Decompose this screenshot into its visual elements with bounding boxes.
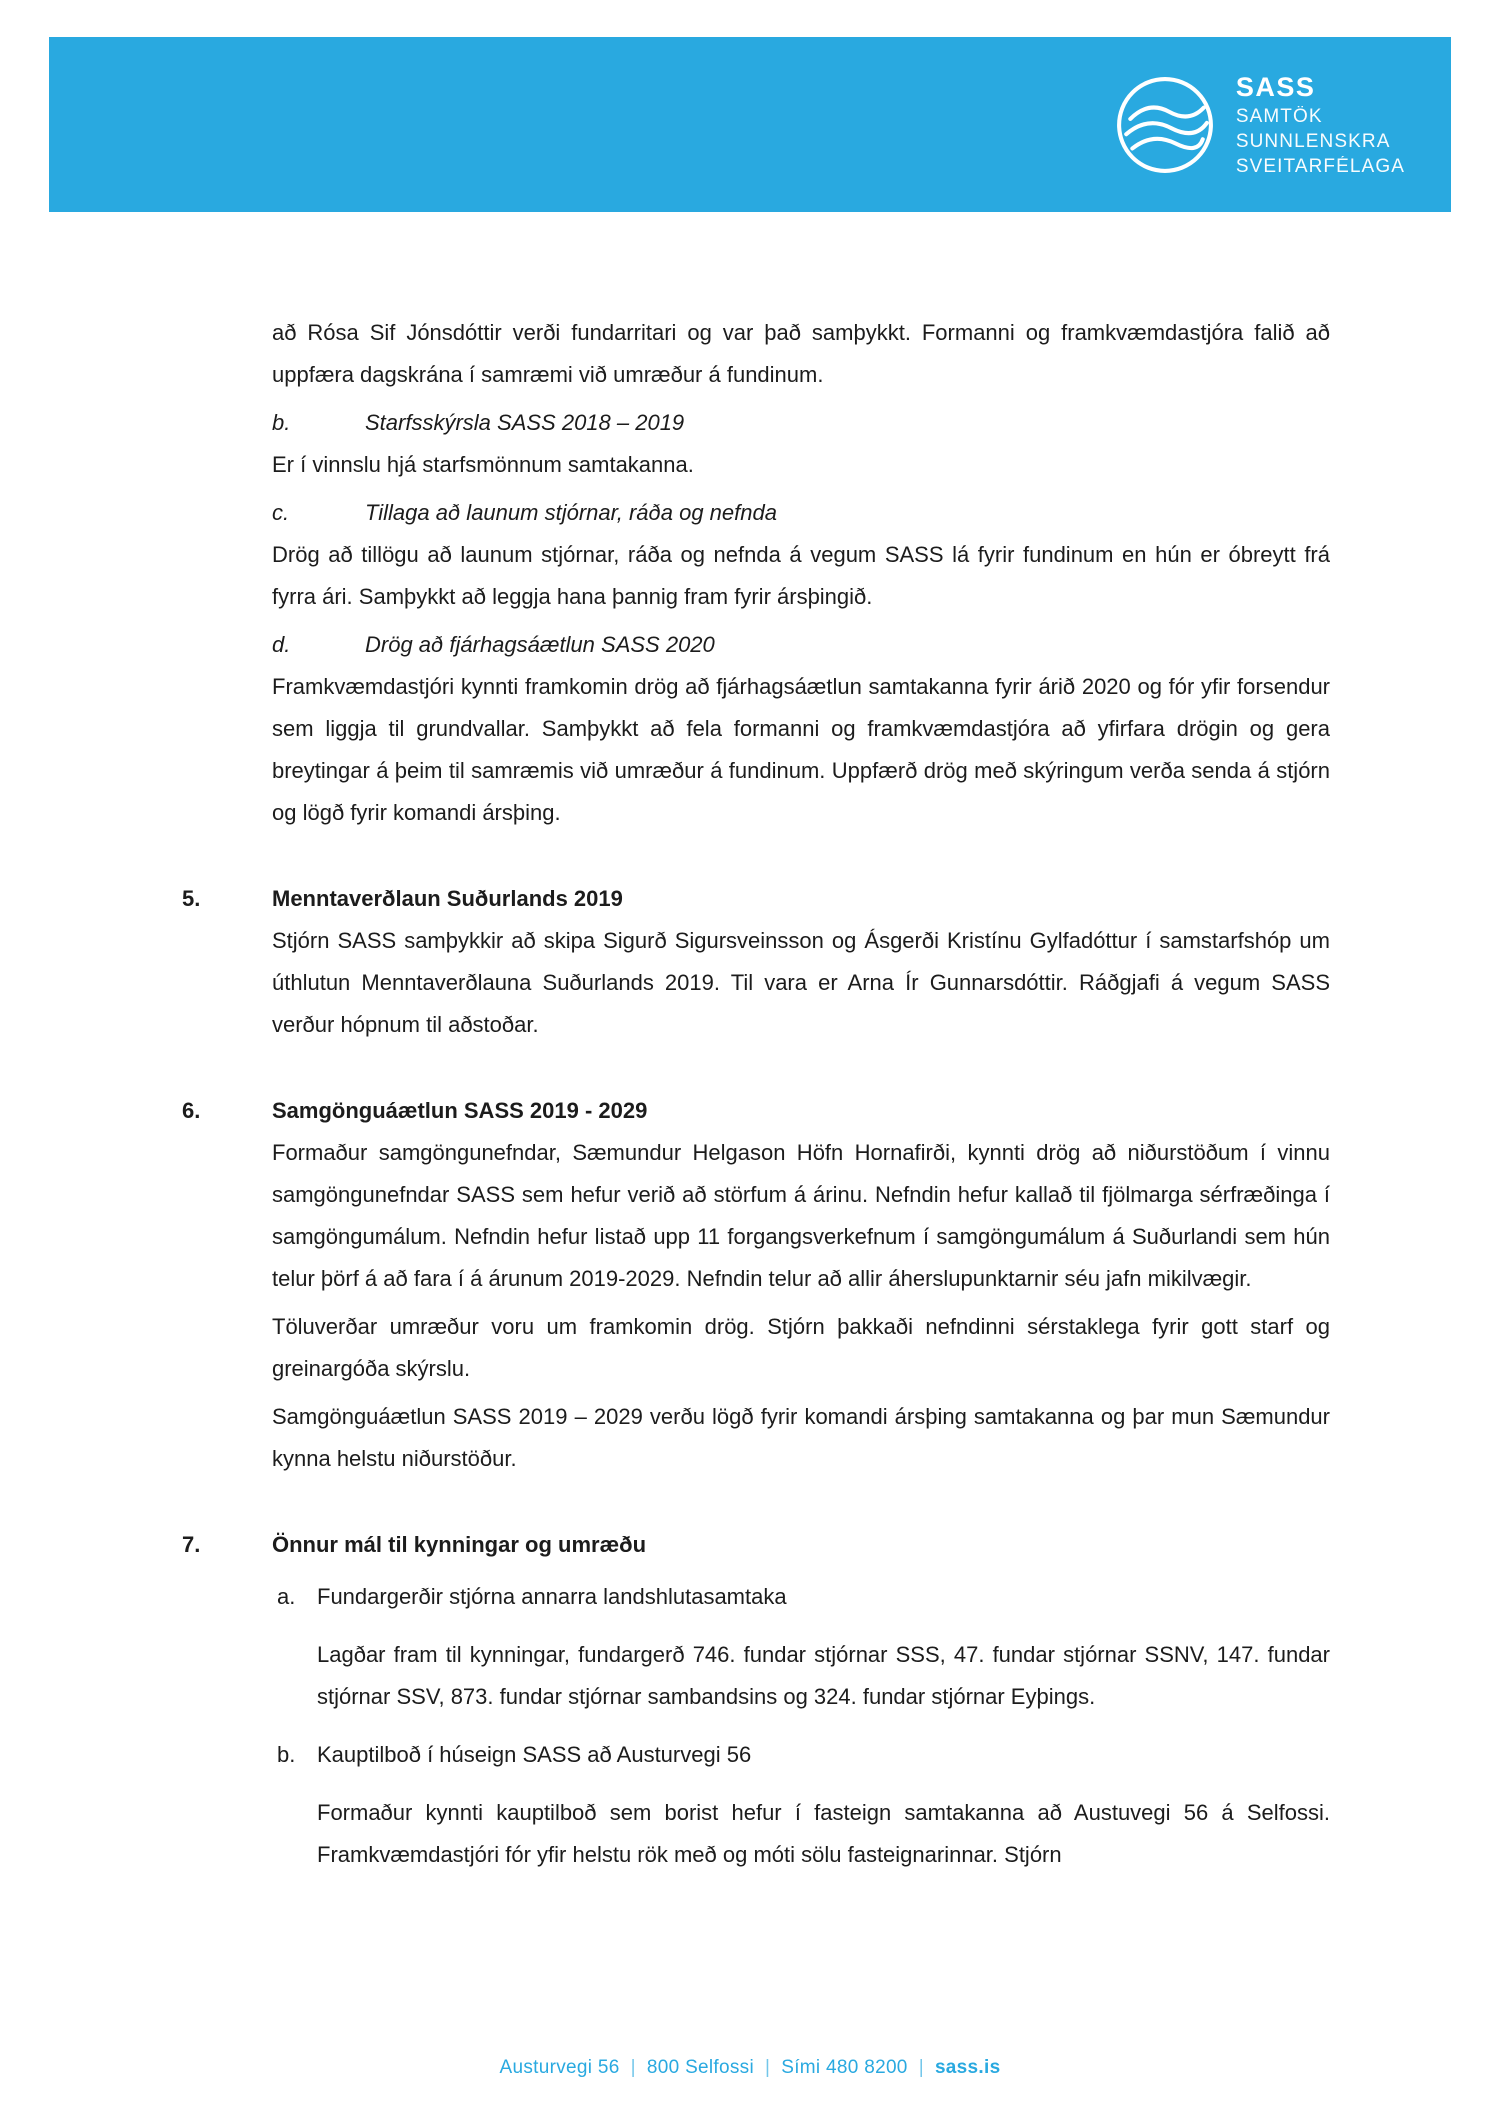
section-title: Menntaverðlaun Suðurlands 2019	[272, 886, 623, 911]
paragraph: Formaður kynnti kauptilboð sem borist hefur í fasteign samtakanna að Austuvegi 56 á Selfossi. Framkvæmdastjóri fór yfir helstu rök með og móti sölu fasteignarinnar. Stjórn	[317, 1800, 1330, 1867]
header-banner	[49, 37, 1451, 212]
footer-phone: Sími 480 8200	[781, 2057, 908, 2078]
list-item-title: Fundargerðir stjórna annarra landshlutasamtaka	[317, 1584, 787, 1609]
paragraph: Töluverðar umræður voru um framkomin drög. Stjórn þakkaði nefndinni sérstaklega fyrir gott starf og greinargóða skýrslu.	[272, 1314, 1330, 1381]
paragraph: Stjórn SASS samþykkir að skipa Sigurð Sigursveinsson og Ásgerði Kristínu Gylfadóttur í samstarfshóp um úthlutun Menntaverðlauna Suðurlands 2019. Til vara er Arna Ír Gunnarsdóttir. Ráðgjafi á vegum SASS verður hópnum til aðstoðar.	[272, 928, 1330, 1037]
footer-website: sass.is	[934, 2057, 1001, 2078]
paragraph: Samgönguáætlun SASS 2019 – 2029 verðu lögð fyrir komandi ársþing samtakanna og þar mun Sæmundur kynna helstu niðurstöður.	[272, 1404, 1330, 1471]
paragraph: Lagðar fram til kynningar, fundargerð 746. fundar stjórnar SSS, 47. fundar stjórnar SSNV, 147. fundar stjórnar SSV, 873. fundar stjórnar sambandsins og 324. fundar stjórnar Eyþings.	[317, 1642, 1330, 1709]
list-item-title: Kauptilboð í húseign SASS að Austurvegi 56	[317, 1742, 752, 1767]
agenda-subitem-label: c.	[272, 500, 290, 525]
footer-separator: |	[765, 2057, 771, 2078]
agenda-subitem-title: Tillaga að launum stjórnar, ráða og nefnda	[365, 500, 777, 525]
org-name-line: SUNNLENSKRA	[1235, 130, 1391, 152]
section-number: 7.	[182, 1532, 201, 1557]
logo-brand-text: SASS	[1235, 71, 1316, 102]
paragraph: Drög að tillögu að launum stjórnar, ráða og nefnda á vegum SASS lá fyrir fundinum en hún er óbreytt frá fyrra ári. Samþykkt að leggja hana þannig fram fyrir ársþingið.	[272, 542, 1330, 609]
footer-city: 800 Selfossi	[646, 2057, 754, 2078]
agenda-subitem-c	[272, 492, 1330, 534]
footer-separator: |	[918, 2057, 924, 2078]
section7-item-b	[277, 1734, 1330, 1776]
agenda-subitem-label: b.	[272, 410, 291, 435]
section-title: Önnur mál til kynningar og umræðu	[272, 1532, 647, 1557]
paragraph: Formaður samgöngunefndar, Sæmundur Helgason Höfn Hornafirði, kynnti drög að niðurstöðum í vinnu samgöngunefndar SASS sem hefur verið að störfum á árinu. Nefndin hefur kallað til fjölmarga sérfræðinga í samgöngumálum. Nefndin hefur listað upp 11 forgangsverkefnum í samgöngumálum á Suðurlandi sem hún telur þörf á að fara í á árunum 2019-2029. Nefndin telur að allir áherslupunktarnir séu jafn mikilvægir.	[272, 1140, 1330, 1291]
paragraph: Framkvæmdastjóri kynnti framkomin drög að fjárhagsáætlun samtakanna fyrir árið 2020 og fór yfir forsendur sem liggja til grundvallar. Samþykkt að fela formanni og framkvæmdastjóra að yfirfara drögin og gera breytingar á þeim til samræmis við umræður á fundinum. Uppfærð drög með skýringum verða senda á stjórn og lögð fyrir komandi ársþing.	[272, 674, 1330, 825]
section-heading-6	[182, 1090, 1330, 1132]
section-heading-7	[182, 1524, 1330, 1566]
section-title: Samgönguáætlun SASS 2019 - 2029	[272, 1098, 648, 1123]
continuation-paragraph: að Rósa Sif Jónsdóttir verði fundarritari og var það samþykkt. Formanni og framkvæmdastjóra falið að uppfæra dagskrána í samræmi við umræður á fundinum.	[272, 320, 1330, 387]
section-number: 6.	[182, 1098, 201, 1123]
org-name-line: SAMTÖK	[1235, 105, 1323, 127]
agenda-subitem-d	[272, 624, 1330, 666]
footer-address: Austurvegi 56	[499, 2057, 620, 2078]
list-item-label: b.	[277, 1742, 296, 1767]
section-number: 5.	[182, 886, 201, 911]
paragraph: Er í vinnslu hjá starfsmönnum samtakanna.	[272, 452, 694, 477]
agenda-subitem-title: Starfsskýrsla SASS 2018 – 2019	[365, 410, 685, 435]
agenda-subitem-title: Drög að fjárhagsáætlun SASS 2020	[365, 632, 715, 657]
sass-logo-icon	[1114, 74, 1216, 176]
org-name-line: SVEITARFÉLAGA	[1235, 155, 1405, 177]
agenda-subitem-b	[272, 402, 1330, 444]
section-heading-5	[182, 878, 1330, 920]
section7-item-a	[277, 1576, 1330, 1618]
footer-separator: |	[630, 2057, 636, 2078]
org-name-block	[1236, 71, 1405, 179]
document-body	[182, 312, 1330, 1892]
list-item-label: a.	[277, 1584, 296, 1609]
page-footer	[0, 2057, 1500, 2079]
agenda-subitem-label: d.	[272, 632, 291, 657]
